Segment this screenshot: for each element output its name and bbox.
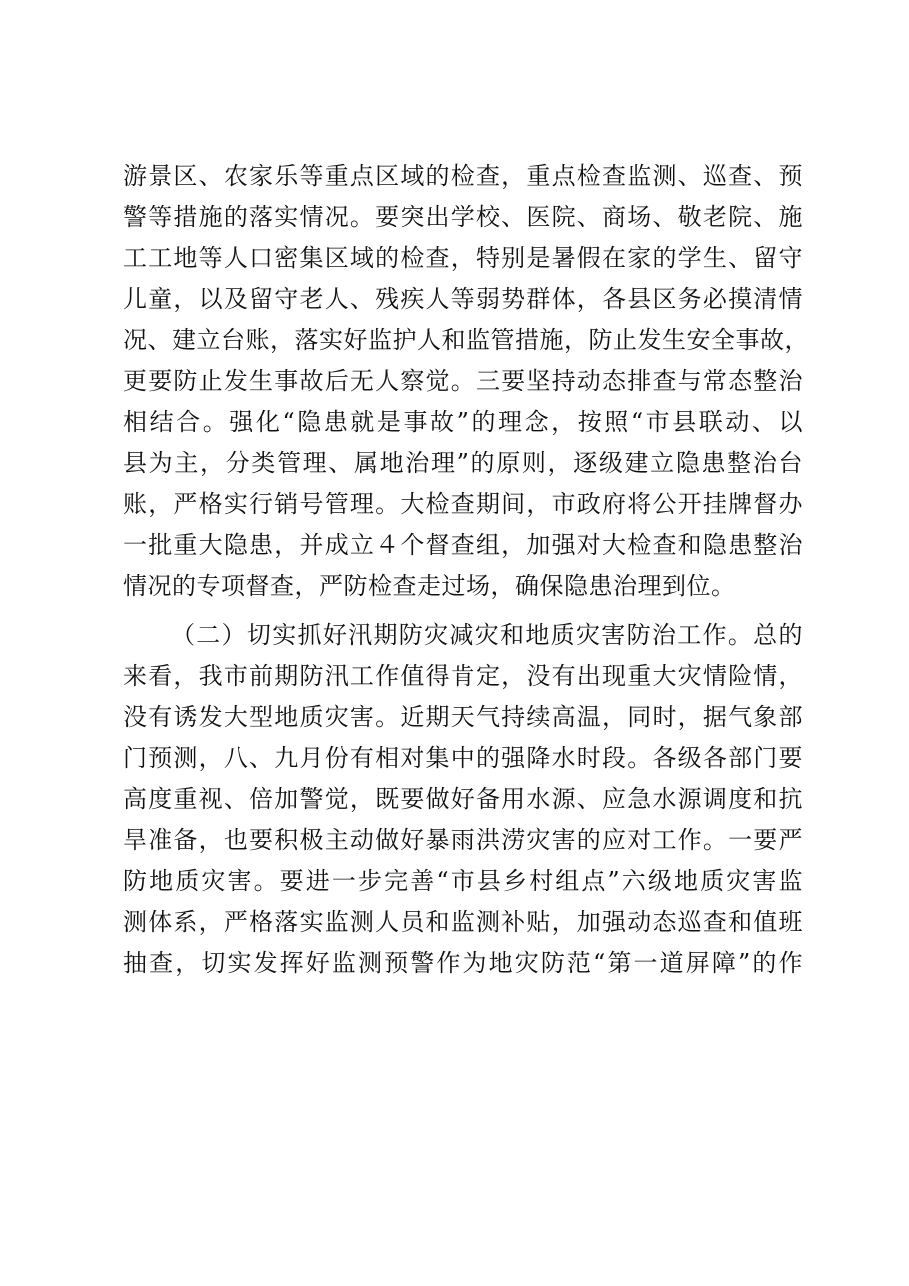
text-line: 测体系，严格落实监测人员和监测补贴，加强动态巡查和值班 [123, 908, 803, 936]
text-line: 一批重大隐患，并成立４个督查组，加强对大检查和隐患整治 [123, 531, 803, 559]
paragraph-2 [123, 615, 803, 984]
text-line: 更要防止发生事故后无人察觉。三要坚持动态排查与常态整治 [123, 367, 803, 395]
text-line: 账，严格实行销号管理。大检查期间，市政府将公开挂牌督办 [123, 490, 803, 518]
body-text [123, 156, 809, 984]
text-line: 没有诱发大型地质灾害。近期天气持续高温，同时，据气象部 [123, 703, 803, 731]
text-line: 县为主，分类管理、属地治理”的原则，逐级建立隐患整治台 [123, 449, 803, 477]
text-line: 门预测，八、九月份有相对集中的强降水时段。各级各部门要 [123, 744, 803, 772]
text-line: 工工地等人口密集区域的检查，特别是暑假在家的学生、留守 [123, 244, 803, 272]
text-line: 旱准备，也要积极主动做好暴雨洪涝灾害的应对工作。一要严 [123, 826, 803, 854]
paragraph-1 [123, 156, 809, 607]
text-line: 况、建立台账，落实好监护人和监管措施，防止发生安全事故， [123, 326, 809, 354]
text-line: 来看，我市前期防汛工作值得肯定，没有出现重大灾情险情， [123, 662, 803, 690]
text-line: 游景区、农家乐等重点区域的检查，重点检查监测、巡查、预 [123, 162, 803, 190]
text-line: 警等措施的落实情况。要突出学校、医院、商场、敬老院、施 [123, 203, 803, 231]
text-line: 儿童，以及留守老人、残疾人等弱势群体，各县区务必摸清情 [123, 285, 803, 313]
text-line: 情况的专项督查，严防检查走过场，确保隐患治理到位。 [123, 572, 736, 600]
paragraph-gap [123, 607, 803, 615]
text-line: 防地质灾害。要进一步完善“市县乡村组点”六级地质灾害监 [123, 867, 803, 895]
text-line: 高度重视、倍加警觉，既要做好备用水源、应急水源调度和抗 [123, 785, 803, 813]
text-line: 相结合。强化“隐患就是事故”的理念，按照“市县联动、以 [123, 408, 803, 436]
text-line-indented: （二）切实抓好汛期防灾减灾和地质灾害防治工作。总的 [171, 621, 803, 649]
text-line: 抽查，切实发挥好监测预警作为地灾防范“第一道屏障”的作 [123, 949, 803, 977]
